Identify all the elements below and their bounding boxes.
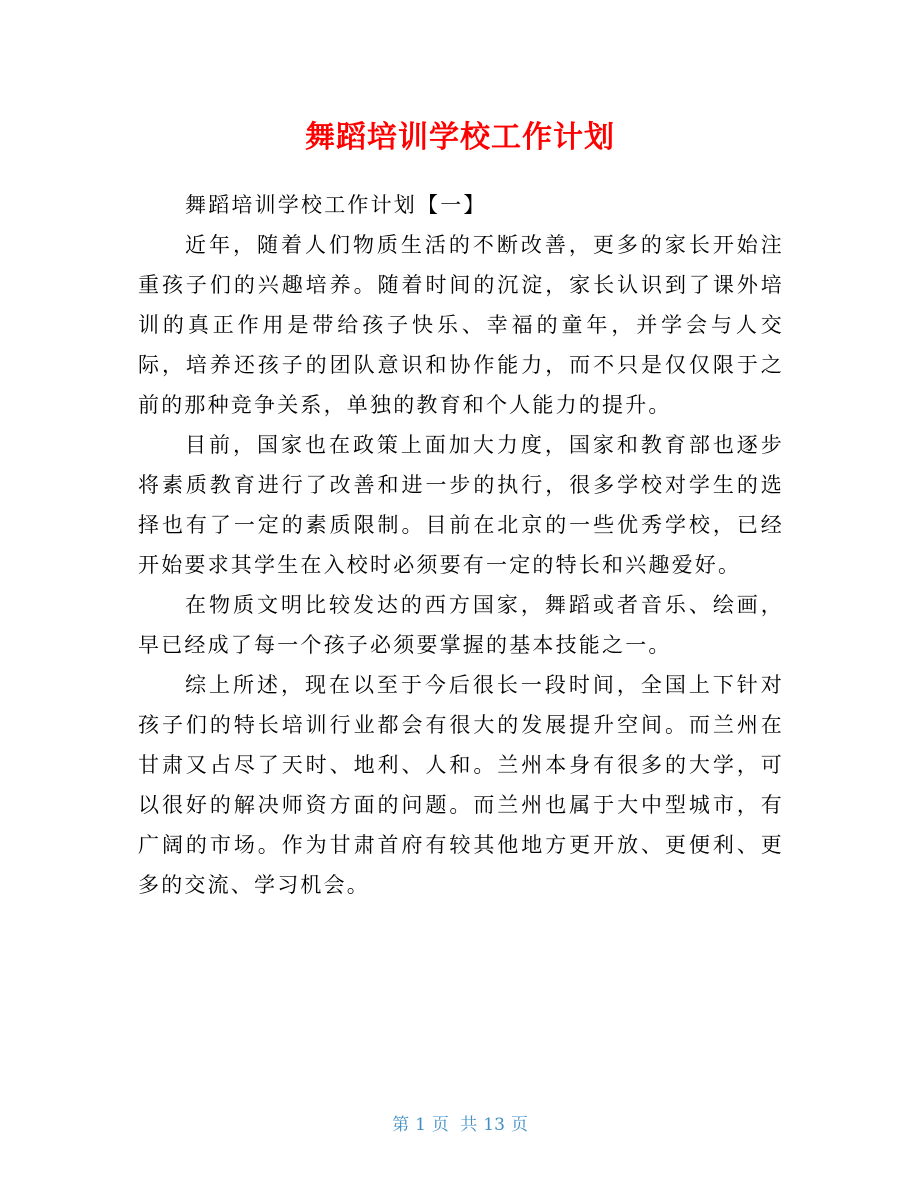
paragraph-1: 近年，随着人们物质生活的不断改善，更多的家长开始注重孩子们的兴趣培养。随着时间的沉淀，家长认识到了课外培训的真正作用是带给孩子快乐、幸福的童年，并学会与人交际，培养还孩子的团队意识和协作能力，而不只是仅仅限于之前的那种竞争关系，单独的教育和个人能力的提升。: [138, 233, 784, 417]
paragraph-4: 综上所述，现在以至于今后很长一段时间，全国上下针对孩子们的特长培训行业都会有很大的发展提升空间。而兰州在甘肃又占尽了天时、地利、人和。兰州本身有很多的大学，可以很好的解决师资方面的问题。而兰州也属于大中型城市，有广阔的市场。作为甘肃首府有较其他地方更开放、更便利、更多的交流、学习机会。: [138, 673, 784, 897]
footer-middle: 页 共: [431, 1115, 478, 1135]
paragraph-2: 目前，国家也在政策上面加大力度，国家和教育部也逐步将素质教育进行了改善和进一步的执行，很多学校对学生的选择也有了一定的素质限制。目前在北京的一些优秀学校，已经开始要求其学生在入校时必须要有一定的特长和兴趣爱好。: [138, 433, 784, 577]
footer-current-page: 1: [415, 1115, 426, 1135]
section-heading: 舞蹈培训学校工作计划【一】: [185, 193, 487, 217]
footer-prefix: 第: [392, 1115, 410, 1135]
paragraph-3: 在物质文明比较发达的西方国家，舞蹈或者音乐、绘画，早已经成了每一个孩子必须要掌握的基本技能之一。: [138, 593, 784, 657]
document-body: [138, 185, 784, 905]
footer-suffix: 页: [510, 1115, 528, 1135]
footer-total-pages: 13: [483, 1115, 505, 1135]
document-title: 舞蹈培训学校工作计划: [305, 120, 615, 155]
page-footer: [0, 1113, 920, 1137]
